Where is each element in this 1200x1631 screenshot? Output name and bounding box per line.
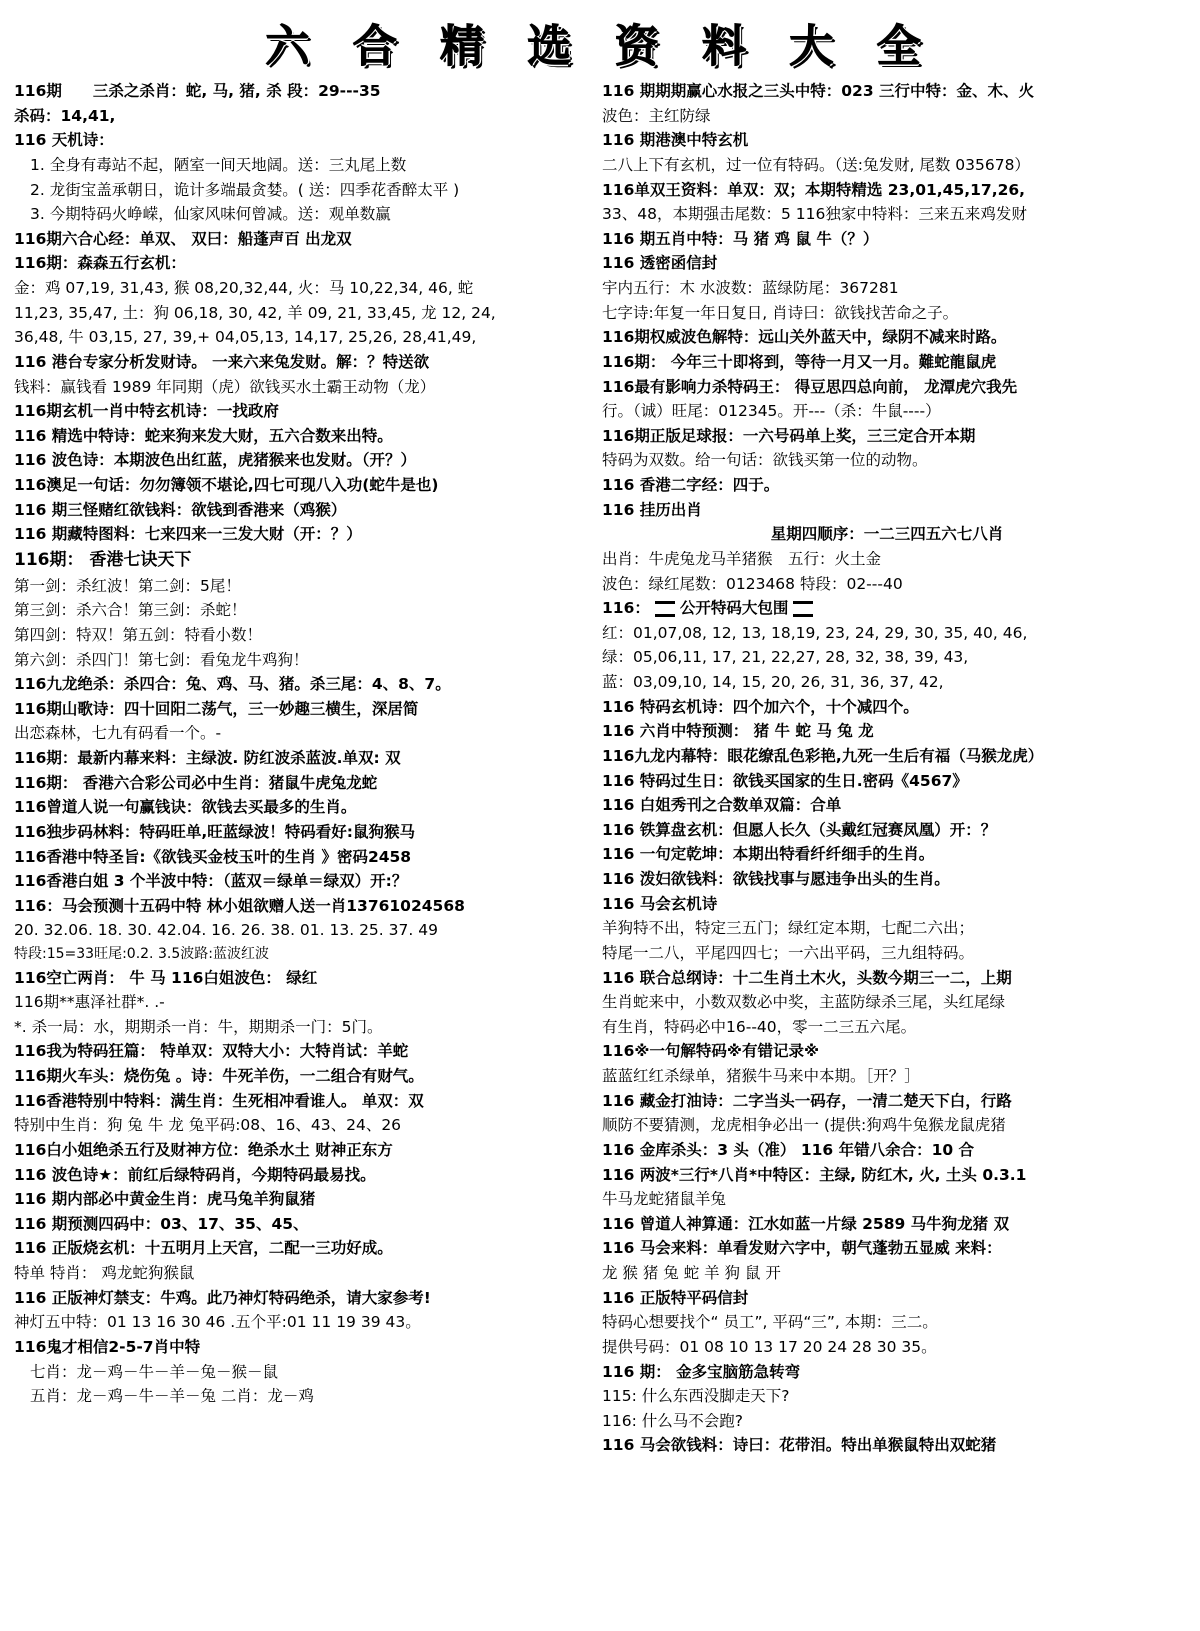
text-line: 116: 什么马不会跑?: [602, 1411, 743, 1430]
text-line: 第四剑：特双！第五剑：特看小数！: [14, 625, 263, 644]
text-line: 116 六肖中特预测： 猪 牛 蛇 马 兔 龙: [602, 722, 874, 741]
text-line: 33、48，本期强击尾数：5 116独家中特料：三来五来鸡发财: [602, 205, 1027, 224]
text-line: 出肖：牛虎兔龙马羊猪猴 五行：火土金: [602, 549, 882, 568]
text-line: 116最有影响力杀特码王： 得豆思四总向前， 龙潭虎穴我先: [602, 377, 1018, 396]
right-column: [602, 80, 1172, 1459]
decorative-bar-icon: [793, 601, 813, 617]
text-line: 116 期预测四码中：03、17、35、45、: [14, 1214, 309, 1233]
text-line: 116期山歌诗：四十回阳二荡气，三一妙趣三横生，深居简: [14, 699, 419, 718]
text-line: *. 杀一局：水，期期杀一肖：牛，期期杀一门：5门。: [14, 1017, 383, 1036]
page-title: 六 合 精 选 资 料 大 全: [265, 21, 935, 72]
text-line: 116 波色诗：本期波色出红蓝，虎猪猴来也发财。（开？）: [14, 451, 417, 470]
text-line: 第六剑：杀四门！第七剑：看兔龙牛鸡狗！: [14, 650, 309, 669]
text-line: 11,23, 35,47, 土：狗 06,18, 30, 42, 羊 09, 21, 33,45, 龙 12, 24,: [14, 303, 496, 322]
text-line: 116 期期期赢心水报之三头中特：023 三行中特：金、木、火: [602, 82, 1035, 100]
text-line: 116 正版特平码信封: [602, 1288, 749, 1307]
text-line: 116 金库杀头：3 头（准） 116 年错八余合：10 合: [602, 1140, 975, 1159]
text-line: 蓝蓝红红杀绿单，猪猴牛马来中本期。［开？］: [602, 1067, 920, 1085]
text-line: 钱料：赢钱看 1989 年同期（虎）欲钱买水土霸王动物（龙）: [14, 377, 436, 396]
text-line: 特别中生肖：狗 兔 牛 龙 兔平码:08、16、43、24、26: [14, 1116, 402, 1135]
text-line: 116期正版足球报：一六号码单上奖，三三定合开本期: [602, 426, 976, 445]
text-line: 116期 三杀之杀肖：蛇, 马, 猪, 杀 段：29---35: [14, 82, 381, 100]
text-line: 七肖：龙－鸡－牛－羊－兔－猴－鼠: [30, 1362, 279, 1381]
text-line: 特码心想要找个“ 员工”, 平码“三”, 本期：三二。: [602, 1313, 938, 1332]
text-line: 116 藏金打油诗：二字当头一码存，一清二楚天下白，行路: [602, 1091, 1012, 1110]
text-line: 特单 特肖： 鸡龙蛇狗猴鼠: [14, 1264, 195, 1282]
text-line: 116 马会玄机诗: [602, 894, 718, 913]
text-line: 出恋森林，七九有码看一个。-: [14, 724, 222, 743]
text-line: 116 马会欲钱料：诗曰：花带泪。特出单猴鼠特出双蛇猪: [602, 1436, 997, 1455]
text-line: 116期火车头：烧伤兔 。诗：牛死羊伤，一二组合有财气。: [14, 1067, 424, 1085]
text-line: 116期： 香港七诀天下: [14, 549, 192, 570]
text-line: 116我为特码狂篇： 特单双：双特大小：大特肖试：羊蛇: [14, 1042, 409, 1061]
text-line: 116 两波*三行*八肖*中特区：主绿, 防红木, 火, 土头 0.3.1: [602, 1165, 1027, 1184]
text-line: 116 特码过生日：欲钱买国家的生日.密码《4567》: [602, 771, 968, 790]
text-line: 116单双王资料：单双：双；本期特精选 23,01,45,17,26,: [602, 180, 1026, 199]
text-line: 116※一句解特码※有错记录※: [602, 1042, 820, 1061]
text-line: 提供号码：01 08 10 13 17 20 24 28 30 35。: [602, 1337, 937, 1356]
left-column: [14, 80, 584, 1410]
text-line: 星期四顺序：一二三四五六七八肖: [770, 525, 1004, 544]
text-line: 116期：最新内幕来料：主绿波. 防红波杀蓝波.单双: 双: [14, 749, 401, 768]
text-line: 116 联合总纲诗：十二生肖土木火，头数今期三一二，上期: [602, 968, 1012, 987]
text-line: 20. 32.06. 18. 30. 42.04. 16. 26. 38. 01. 13. 25. 37. 49: [14, 921, 438, 940]
text-line: 116白小姐绝杀五行及财神方位：绝杀水土 财神正东方: [14, 1140, 393, 1159]
text-line: 特尾一二八，平尾四四七；一六出平码，三九组特码。: [602, 943, 975, 962]
text-line: 波色：绿红尾数：0123468 特段：02---40: [602, 574, 903, 593]
text-line: 116鬼才相信2-5-7肖中特: [14, 1337, 201, 1356]
text-line: 神灯五中特：01 13 16 30 46 .五个平:01 11 19 39 43。: [14, 1313, 421, 1332]
text-line: 116 天机诗：: [14, 131, 114, 150]
text-line: 金：鸡 07,19, 31,43, 猴 08,20,32,44, 火：马 10,22,34, 46, 蛇: [14, 279, 474, 297]
text-line: 116 香港二字经：四于。: [602, 476, 780, 494]
text-line: 116 特码玄机诗：四个加六个，十个减四个。: [602, 697, 919, 716]
text-line: 116 铁算盘玄机：但愿人长久（头戴红冠赛凤凰）开：？: [602, 820, 997, 839]
text-line: 116：马会预测十五码中特 林小姐欲赠人送一肖13761024568: [14, 896, 465, 915]
text-line: 116 透密函信封: [602, 254, 718, 273]
text-line: 116曾道人说一句赢钱诀：欲钱去买最多的生肖。: [14, 798, 357, 817]
text-line: 116独步码林料：特码旺单,旺蓝绿波！特码看好:鼠狗猴马: [14, 822, 415, 841]
text-line: 红：01,07,08, 12, 13, 18,19, 23, 24, 29, 30, 35, 40, 46,: [602, 623, 1028, 642]
text-line: 行。（诚）旺尾：012345。开---（杀：牛鼠----）: [602, 402, 941, 421]
text-line: 蓝：03,09,10, 14, 15, 20, 26, 31, 36, 37, 42,: [602, 673, 944, 691]
text-line: 116 白姐秀刊之合数单双篇：合单: [602, 796, 842, 815]
text-line: 36,48, 牛 03,15, 27, 39,+ 04,05,13, 14,17, 25,26, 28,41,49,: [14, 328, 477, 347]
decorative-bar-icon: [655, 601, 675, 617]
text-line: 3. 今期特码火峥嵘，仙家风味何曾减。送：观单数赢: [30, 205, 391, 224]
text-line: 116空亡两肖： 牛 马 116白姐波色： 绿红: [14, 968, 318, 987]
text-line: 116 期内部必中黄金生肖：虎马兔羊狗鼠猪: [14, 1190, 316, 1209]
text-line: 波色：主红防绿: [602, 106, 711, 125]
text-line: 第三剑：杀六合！第三剑：杀蛇！: [14, 601, 247, 620]
text-line: 116期**惠泽社群*. .-: [14, 993, 165, 1012]
text-line: 116香港特别中特料：满生肖：生死相冲看谁人。 单双：双: [14, 1091, 424, 1110]
text-line: 116九龙绝杀：杀四合：兔、鸡、马、猪。杀三尾：4、8、7。: [14, 675, 451, 694]
text-line: 116 期： 金多宝脑筋急转弯: [602, 1362, 801, 1381]
text-line: 羊狗特不出，特定三五门；绿红定本期，七配二六出；: [602, 919, 975, 938]
text-line: 绿：05,06,11, 17, 21, 22,27, 28, 32, 38, 39, 43,: [602, 648, 969, 667]
text-line: 116 波色诗★：前红后绿特码肖，今期特码最易找。: [14, 1165, 376, 1184]
text-line: 116： 公开特码大包围: [602, 597, 1172, 620]
text-line: 116 期五肖中特：马 猪 鸡 鼠 牛（？）: [602, 229, 879, 248]
text-line: 116期玄机一肖中特玄机诗：一找政府: [14, 402, 279, 421]
text-line: 生肖蛇来中，小数双数必中奖，主蓝防绿杀三尾，头红尾绿: [602, 993, 1006, 1012]
text-line: 116 精选中特诗：蛇来狗来发大财，五六合数来出特。: [14, 426, 393, 445]
text-line: 116 挂历出肖: [602, 500, 702, 519]
text-line: 116期： 香港六合彩公司必中生肖：猪鼠牛虎兔龙蛇: [14, 773, 378, 792]
text-line: 116 港台专家分析发财诗。 一来六来兔发财。解：？特送欲: [14, 352, 430, 371]
text-line: 116 泼妇欲钱料：欲钱找事与愿违争出头的生肖。: [602, 870, 950, 888]
text-line: 116 期三怪赌红欲钱料：欲钱到香港来（鸡猴）: [14, 500, 347, 519]
text-line: 116九龙内幕特：眼花缭乱色彩艳,九死一生后有福（马猴龙虎）: [602, 746, 1044, 765]
text-line: 116期权威波色解特：远山关外蓝天中，绿阴不减来时路。: [602, 328, 1007, 347]
text-line: 宇内五行：木 水波数：蓝绿防尾：367281: [602, 279, 899, 297]
text-line: 116香港中特圣旨:《欲钱买金枝玉叶的生肖 》密码2458: [14, 847, 412, 866]
two-column-body: [14, 80, 1186, 1459]
text-line: 115: 什么东西没脚走天下?: [602, 1387, 790, 1406]
text-line: 龙 猴 猪 兔 蛇 羊 狗 鼠 开: [602, 1264, 781, 1282]
text-line: 杀码：14,41,: [14, 106, 116, 125]
text-line: 116期：森森五行玄机：: [14, 254, 186, 273]
text-line: 116 曾道人神算通：江水如蓝一片绿 2589 马牛狗龙猪 双: [602, 1214, 1010, 1233]
text-line: 特段:15=33旺尾:0.2. 3.5波路:蓝波红波: [14, 946, 269, 963]
text-line: 二八上下有玄机，过一位有特码。（送:兔发财, 尾数 035678）: [602, 155, 1030, 174]
text-line: 五肖：龙－鸡－牛－羊－兔 二肖：龙－鸡: [30, 1387, 314, 1406]
text-line: 有生肖，特码必中16--40，零一二三五六尾。: [602, 1017, 917, 1036]
text-line: 116澳足一句话：勿勿簿领不堪论,四七可现八入功(蛇牛是也): [14, 476, 439, 494]
text-line: 1. 全身有毒站不起，陋室一间天地阔。送：三丸尾上数: [30, 155, 407, 174]
text-line: 第一剑：杀红波！第二剑：5尾！: [14, 576, 241, 595]
text-line: 116期六合心经：单双、 双曰：船蓬声百 出龙双: [14, 229, 352, 248]
text-line: 116香港白姐 3 个半波中特：（蓝双＝绿单＝绿双）开:？: [14, 872, 408, 891]
text-line: 顺防不要猜测，龙虎相争必出一 (提供:狗鸡牛兔猴龙鼠虎猪: [602, 1116, 1006, 1135]
text-line: 116 一句定乾坤：本期出特看纤纤细手的生肖。: [602, 845, 935, 864]
text-line: 116 正版神灯禁支：牛鸡。此乃神灯特码绝杀，请大家参考!: [14, 1288, 431, 1307]
text-line: 116期： 今年三十即将到，等待一月又一月。難蛇龍鼠虎: [602, 352, 997, 371]
text-line: 116 正版烧玄机：十五明月上天宫，二配一三功好成。: [14, 1239, 393, 1258]
text-line: 2. 龙街宝盖承朝日，诡计多端最贪婪。( 送：四季花香醉太平 ): [30, 180, 460, 199]
text-line: 牛马龙蛇猪鼠羊兔: [602, 1190, 727, 1209]
text-line: 116 期藏特图料：七来四来一三发大财（开：？）: [14, 525, 362, 544]
text-line: 特码为双数。给一句话：欲钱买第一位的动物。: [602, 451, 928, 470]
text-line: 116 马会来料：单看发财六字中，朝气蓬勃五显威 来料：: [602, 1239, 1002, 1258]
text-line: 116 期港澳中特玄机: [602, 131, 749, 150]
text-line: 七字诗:年复一年日复日, 肖诗曰：欲钱找苦命之子。: [602, 303, 959, 322]
